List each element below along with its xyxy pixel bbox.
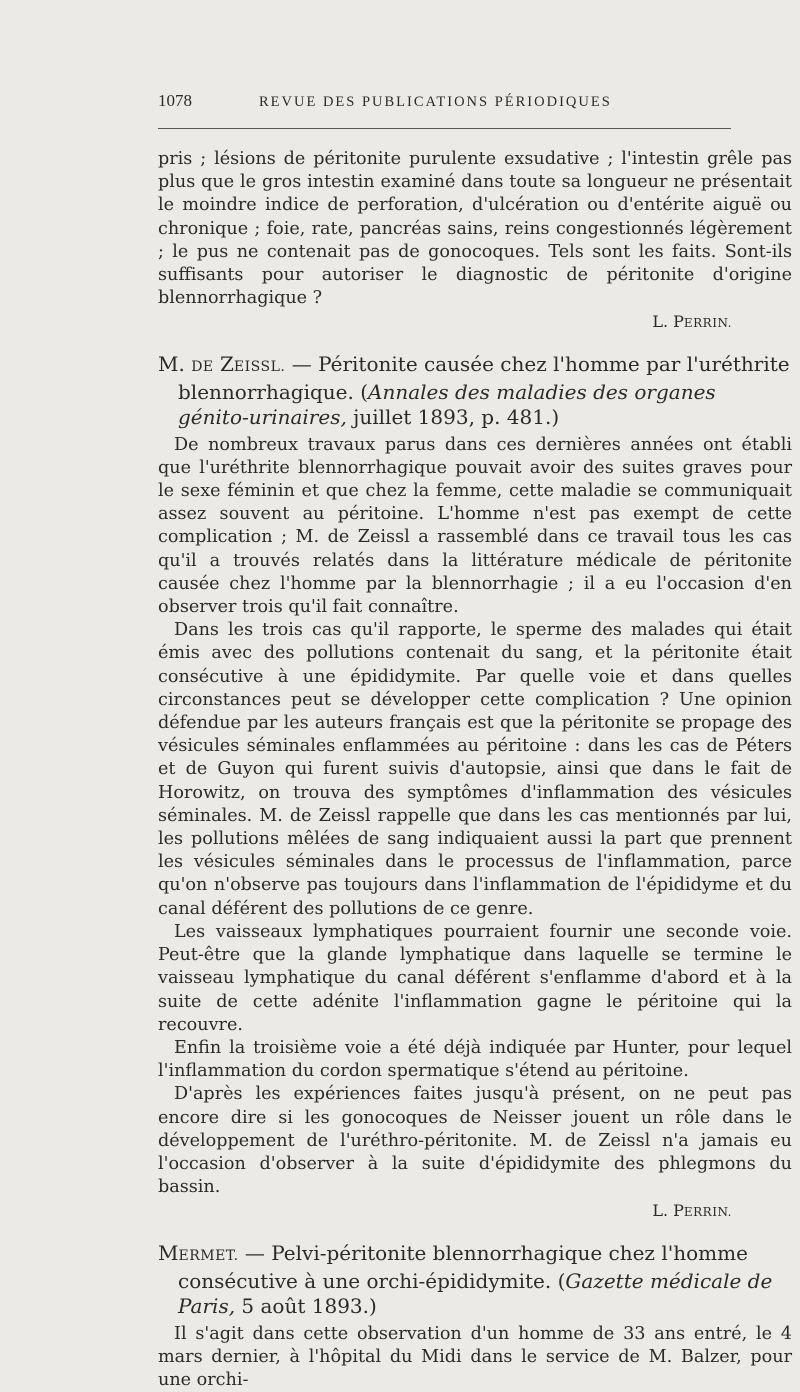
paragraph: Il s'agit dans cette observation d'un homme de 33 ans entré, le 4 mars dernier, à l'hôpital du Midi dans le service de M. Balzer, pour une orchi- (158, 1323, 792, 1390)
paragraph: Les vaisseaux lymphatiques pourraient fournir une seconde voie. Peut-être que la glande lymphatique dans laquelle se termine le vaisseau lymphatique du canal déférent s'enflamme d'abord et à la suite de cette adénite l'inflammation gagne le péritoine qui la recouvre. (158, 921, 792, 1035)
author-initial: M (158, 1240, 179, 1265)
author-name-rest: ERMET. (178, 1247, 239, 1264)
article-title: — Pelvi-péritonite blennorrhagique chez l'homme consécutive à une orchi-épididymite. ( (178, 1240, 748, 1293)
signature-initial: L. P (652, 312, 684, 332)
author-particle: DE (191, 358, 214, 375)
article-title: — Péritonite causée chez l'homme par l'uréthrite blennorrhagique. ( (178, 351, 790, 404)
publication-date: juillet 1893, p. 481.) (346, 404, 560, 429)
paragraph: Dans les trois cas qu'il rapporte, le sperme des malades qui était émis avec des pollutions contenait du sang, et la péritonite était consécutive à une épididymite. Par quelle voie et dans quelles circonstances peut se développer cette complication ? Une opinion défendue par les auteurs français est que la péritonite se propage des vésicules séminales enflammées au péritoine : dans les cas de Péters et de Guyon qui furent suivis d'autopsie, ainsi que dans le fait de Horowitz, on trouva des symptômes d'inflammation des vésicules séminales. M. de Zeissl rappelle que dans les cas mentionnés par lui, les pollutions mêlées de sang indiquaient aussi la part que prennent les vésicules séminales dans le processus de l'inflammation, parce qu'on n'observe pas toujours dans l'inflammation de l'épididyme et du canal déférent des pollutions de ce genre. (158, 620, 792, 919)
signature-initial: L. P (652, 1201, 684, 1221)
paragraph: Enfin la troisième voie a été déjà indiquée par Hunter, pour lequel l'inflammation du cordon spermatique s'étend au péritoine. (158, 1037, 792, 1082)
signature-perrin-1 (158, 310, 792, 335)
paragraph-continuation: pris ; lésions de péritonite purulente exsudative ; l'intestin grêle pas plus que le gros intestin examiné dans toute sa longueur ne présentait le moindre indice de perforation, d'ulcération ou d'entérite aiguë ou chronique ; foie, rate, pancréas sains, reins congestionnés légèrement ; le pus ne contenait pas de gonocoques. Tels sont les faits. Sont-ils suffisants pour autoriser le diagnostic de péritonite d'origine blennorrhagique ? (158, 149, 792, 309)
author-prefix: M. (158, 351, 192, 376)
header-rule (158, 128, 731, 129)
author-name-rest: EISSL. (233, 358, 286, 375)
journal-name: Gazette médicale de Paris, (178, 1268, 773, 1318)
running-head: REVUE DES PUBLICATIONS PÉRIODIQUES (259, 94, 612, 110)
body-text (158, 148, 792, 1392)
paragraph: D'après les expériences faites jusqu'à présent, on ne peut pas encore dire si les gonocoques de Neisser jouent un rôle dans le développement de l'uréthro-péritonite. M. de Zeissl n'a jamais eu l'occasion d'observer à la suite d'épididymite des phlegmons du bassin. (158, 1084, 792, 1198)
signature-rest: ERRIN. (683, 316, 732, 331)
article-heading-mermet (158, 1241, 792, 1319)
paragraph: De nombreux travaux parus dans ces dernières années ont établi que l'uréthrite blennorrhagique pouvait avoir des suites graves pour le sexe féminin et que chez la femme, cette maladie se communiquait assez souvent au péritoine. L'homme n'est pas exempt de cette complication ; M. de Zeissl a rassemblé dans ce travail tous les cas qu'il a trouvés relatés dans la littérature médicale de péritonite causée chez l'homme par la blennorrhagie ; il a eu l'occasion d'en observer trois qu'il fait connaître. (158, 434, 792, 618)
author-initial: Z (213, 351, 234, 376)
signature-rest: ERRIN. (683, 1205, 732, 1220)
article-heading-zeissl (158, 352, 792, 430)
page-number: 1078 (158, 91, 192, 110)
publication-date: 5 août 1893.) (235, 1293, 377, 1318)
journal-name: Annales des maladies des organes génito-urinaires, (178, 379, 716, 429)
signature-perrin-2 (158, 1199, 792, 1224)
